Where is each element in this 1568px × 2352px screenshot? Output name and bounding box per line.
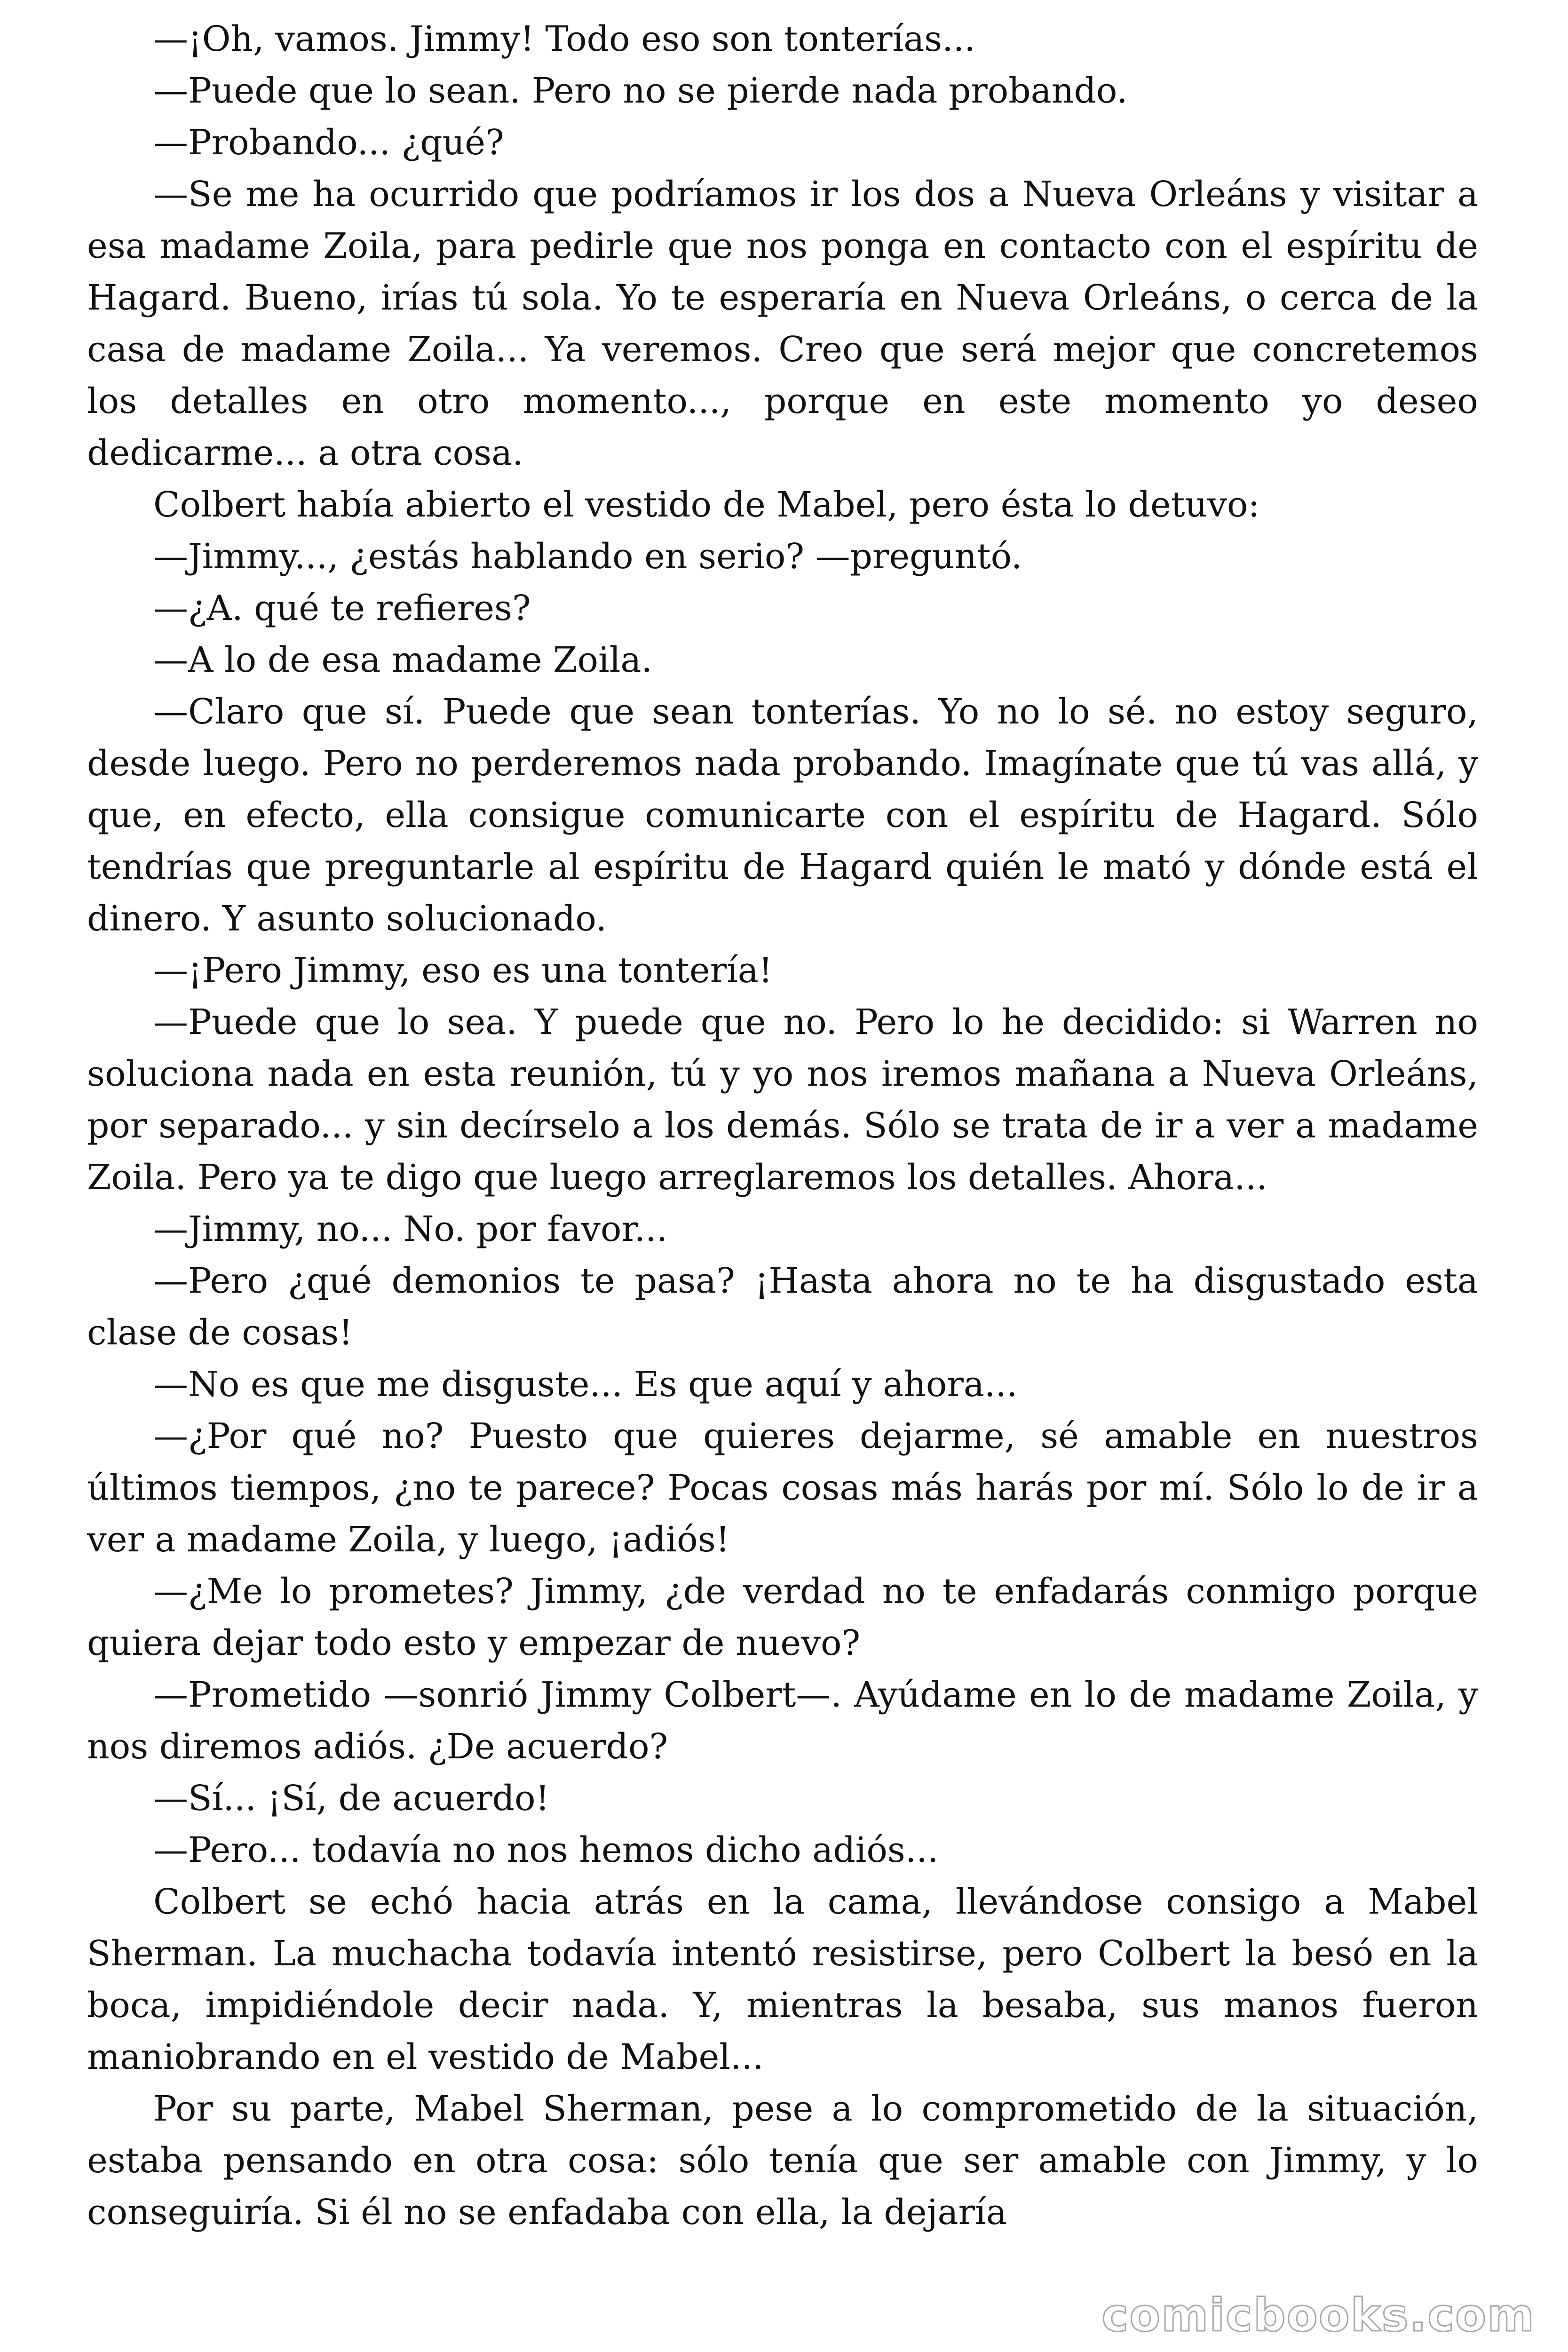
paragraph: Colbert se echó hacia atrás en la cama, llevándose consigo a Mabel Sherman. La muchacha todavía intentó resistirse, pero Colbert la besó en la boca, impidiéndole decir nada. Y, mientras la besaba, sus manos fueron maniobrando en el vestido de Mabel... xyxy=(87,1882,1478,2077)
paragraph: —Prometido —sonrió Jimmy Colbert—. Ayúdame en lo de madame Zoila, y nos diremos adiós. ¿De acuerdo? xyxy=(87,1675,1478,1767)
paragraph: —¿A. qué te refieres? xyxy=(153,588,531,628)
paragraph: —¿Me lo prometes? Jimmy, ¿de verdad no te enfadarás conmigo porque quiera dejar todo esto y empezar de nuevo? xyxy=(87,1571,1478,1663)
body-text xyxy=(87,13,1478,2238)
paragraph: —Jimmy, no... No. por favor... xyxy=(153,1209,668,1249)
paragraph: Colbert había abierto el vestido de Mabel, pero ésta lo detuvo: xyxy=(153,485,1260,525)
paragraph: —Puede que lo sean. Pero no se pierde nada probando. xyxy=(153,71,1128,111)
paragraph: —Probando... ¿qué? xyxy=(153,122,504,163)
paragraph: —Pero ¿qué demonios te pasa? ¡Hasta ahora no te ha disgustado esta clase de cosas! xyxy=(87,1261,1478,1353)
watermark-logo: comicbooks.com xyxy=(1101,2289,1535,2342)
paragraph: —Pero... todavía no nos hemos dicho adiós... xyxy=(153,1830,939,1870)
paragraph: —A lo de esa madame Zoila. xyxy=(153,640,653,680)
paragraph: —¡Pero Jimmy, eso es una tontería! xyxy=(153,950,773,991)
paragraph: —Claro que sí. Puede que sean tonterías. Yo no lo sé. no estoy seguro, desde luego. Pero no perderemos nada probando. Imagínate que tú vas allá, y que, en efecto, ella consigue comunicarte con el espíritu de Hagard. Sólo tendrías que preguntarle al espíritu de Hagard quién le mató y dónde está el dinero. Y asunto solucionado. xyxy=(87,691,1478,939)
paragraph: —Se me ha ocurrido que podríamos ir los dos a Nueva Orleáns y visitar a esa madame Zoila, para pedirle que nos ponga en contacto con el espíritu de Hagard. Bueno, irías tú sola. Yo te esperaría en Nueva Orleáns, o cerca de la casa de madame Zoila... Ya veremos. Creo que será mejor que concretemos los detalles en otro momento..., porque en este momento yo deseo dedicarme... a otra cosa. xyxy=(87,174,1478,473)
paragraph: Por su parte, Mabel Sherman, pese a lo comprometido de la situación, estaba pensando en otra cosa: sólo tenía que ser amable con Jimmy, y lo conseguiría. Si él no se enfadaba con ella, la dejaría xyxy=(87,2089,1478,2233)
paragraph: —Jimmy..., ¿estás hablando en serio? —preguntó. xyxy=(153,536,1022,577)
paragraph: —¿Por qué no? Puesto que quieres dejarme, sé amable en nuestros últimos tiempos, ¿no te parece? Pocas cosas más harás por mí. Sólo lo de ir a ver a madame Zoila, y luego, ¡adiós! xyxy=(87,1416,1478,1560)
paragraph: —Sí... ¡Sí, de acuerdo! xyxy=(153,1778,550,1819)
paragraph: —¡Oh, vamos. Jimmy! Todo eso son tonterías... xyxy=(153,19,975,59)
paragraph: —Puede que lo sea. Y puede que no. Pero lo he decidido: si Warren no soluciona nada en esta reunión, tú y yo nos iremos mañana a Nueva Orleáns, por separado... y sin decírselo a los demás. Sólo se trata de ir a ver a madame Zoila. Pero ya te digo que luego arreglaremos los detalles. Ahora... xyxy=(87,1002,1478,1198)
paragraph: —No es que me disguste... Es que aquí y ahora... xyxy=(153,1364,1018,1405)
